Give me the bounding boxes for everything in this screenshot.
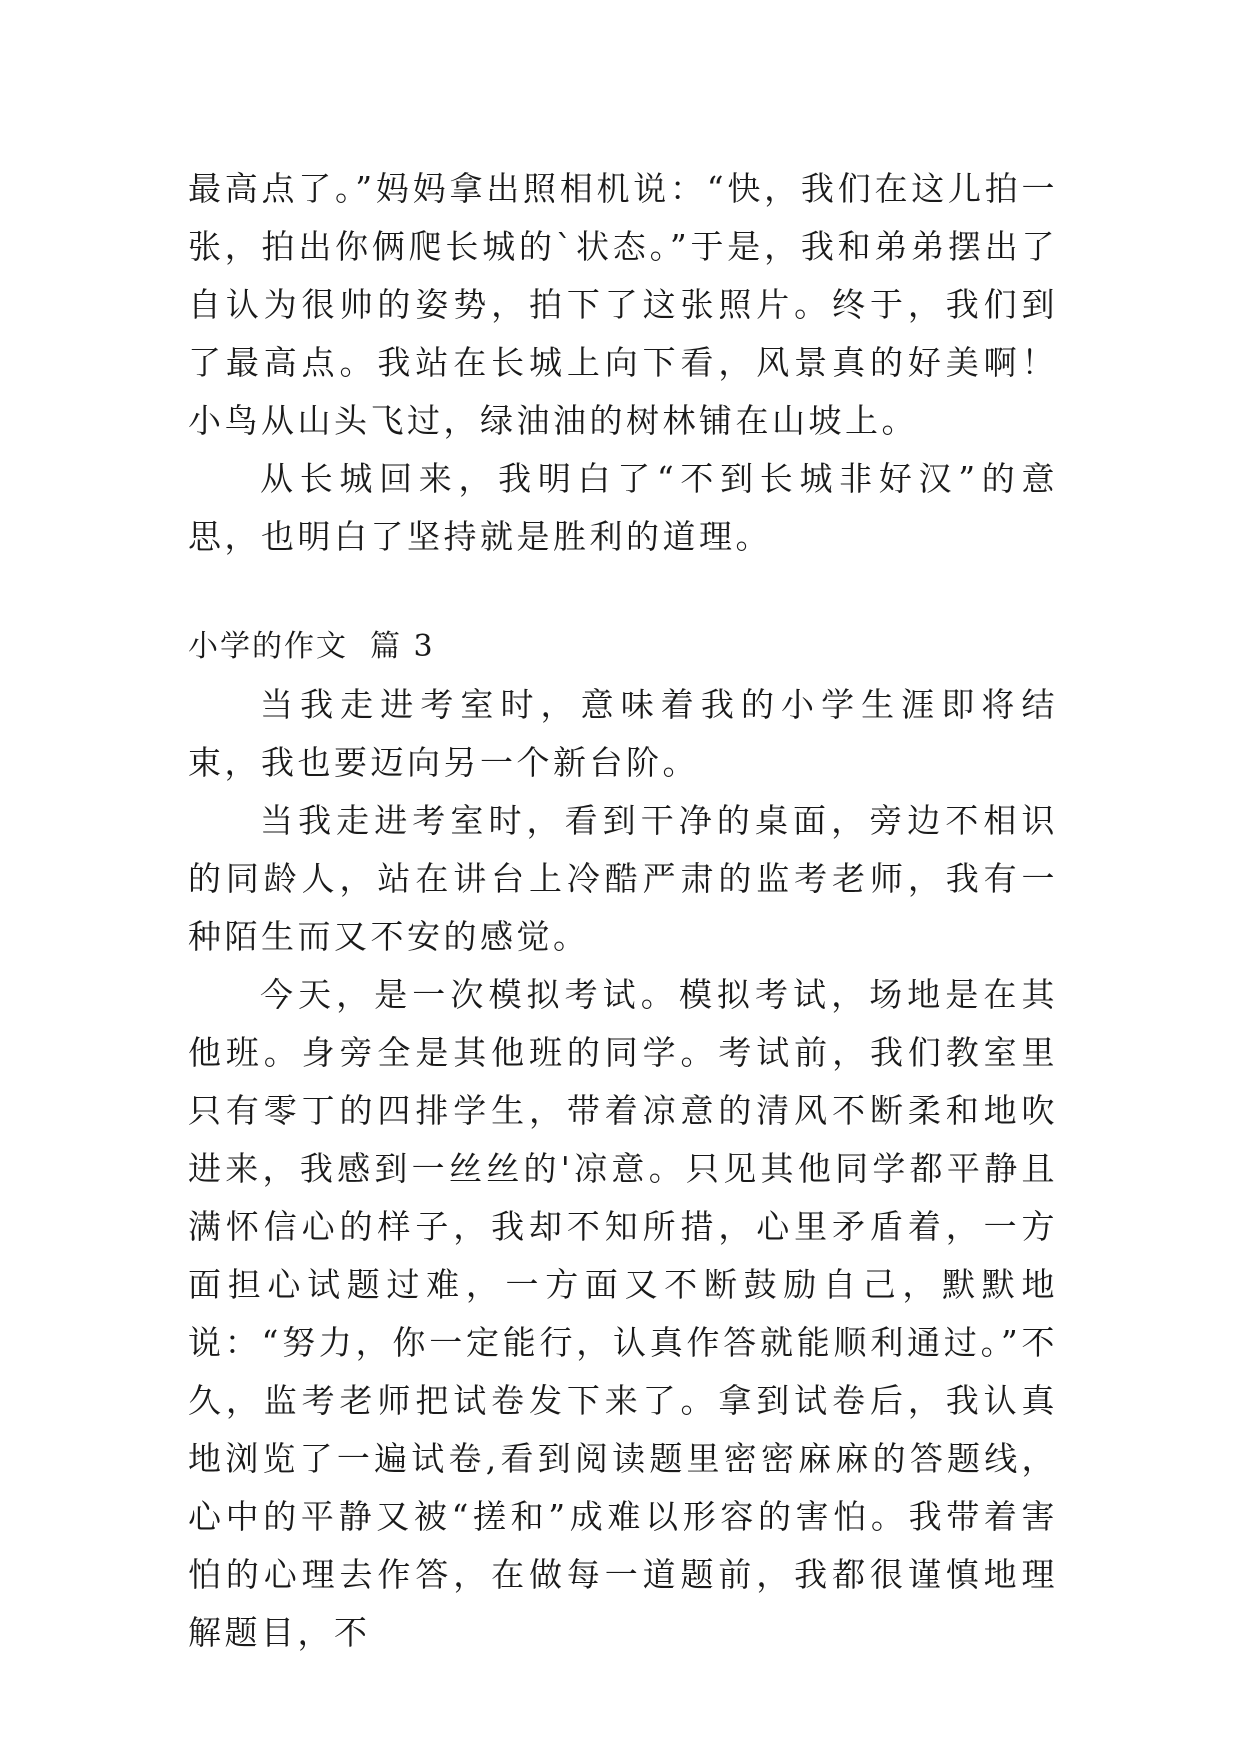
heading-title: 小学的作文 bbox=[188, 629, 348, 664]
paragraph-continuation: 最高点了。”妈妈拿出照相机说：“快，我们在这儿拍一张，拍出你俩爬长城的`状态。”于是，我和弟弟摆出了自认为很帅的姿势，拍下了这张照片。终于，我们到了最高点。我站在长城上向下看，风景真的好美啊！小鸟从山头飞过，绿油油的树林铺在山坡上。 bbox=[188, 169, 1058, 440]
section-heading bbox=[188, 618, 1058, 676]
paragraph-conclusion: 从长城回来，我明白了“不到长城非好汉”的意思，也明白了坚持就是胜利的道理。 bbox=[188, 459, 1058, 556]
paragraph: 当我走进考室时，看到干净的桌面，旁边不相识的同龄人，站在讲台上冷酷严肃的监考老师，我有一种陌生而又不安的感觉。 bbox=[188, 801, 1058, 956]
paragraph: 当我走进考室时，意味着我的小学生涯即将结束，我也要迈向另一个新台阶。 bbox=[188, 685, 1058, 782]
paragraph: 今天，是一次模拟考试。模拟考试，场地是在其他班。身旁全是其他班的同学。考试前，我们教室里只有零丁的四排学生，带着凉意的清风不断柔和地吹进来，我感到一丝丝的'凉意。只见其他同学都平静且满怀信心的样子，我却不知所措，心里矛盾着，一方面担心试题过难，一方面又不断鼓励自己，默默地说：“努力，你一定能行，认真作答就能顺利通过。”不久，监考老师把试卷发下来了。拿到试卷后，我认真地浏览了一遍试卷,看到阅读题里密密麻麻的答题线，心中的平静又被“搓和”成难以形容的害怕。我带着害怕的心理去作答，在做每一道题前，我都很谨慎地理解题目，不 bbox=[188, 975, 1058, 1652]
document-body bbox=[188, 160, 1058, 1662]
heading-section-number: 篇 3 bbox=[370, 629, 435, 664]
